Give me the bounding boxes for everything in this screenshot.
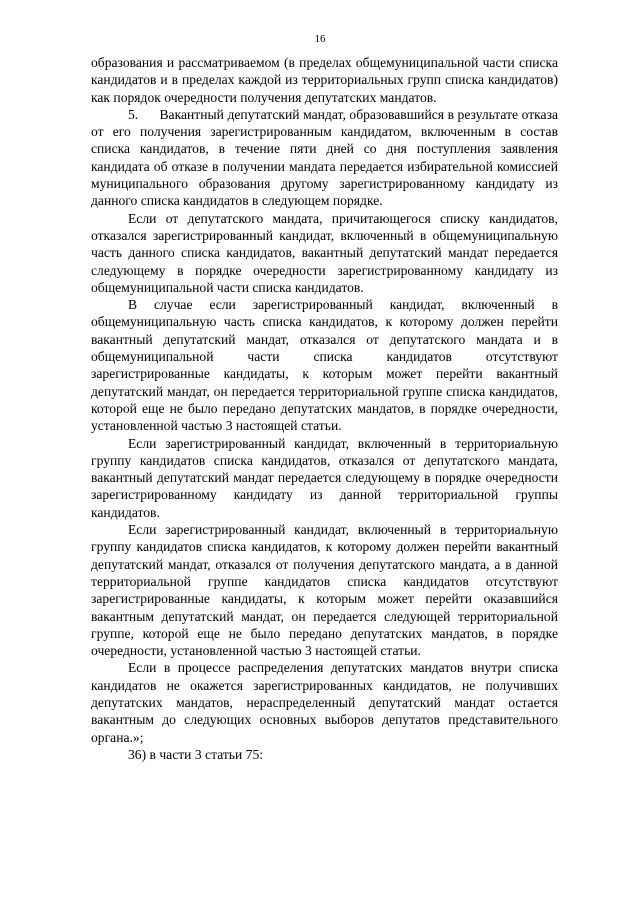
page-number: 16 (314, 33, 326, 45)
paragraph: Если зарегистрированный кандидат, включенный в территориальную группу кандидатов списка кандидатов, к которому должен перейти вакантный депутатский мандат, отказался от получения депутатского мандата, а в данной территориальной группе кандидатов списка кандидатов отсутствуют зарегистрированные кандидаты, к которым может перейти оказавшийся вакантным депутатский мандат, он передается следующей территориальной группе, которой еще не было передано депутатских мандатов, в порядке очередности, установленной частью 3 настоящей статьи. (91, 522, 558, 659)
document-body (91, 54, 558, 763)
paragraph-continuation: образования и рассматриваемом (в пределах общемуниципальной части списка кандидатов и в пределах каждой из территориальных групп списка кандидатов) как порядок очередности получения депутатских мандатов. (91, 55, 558, 105)
paragraph: Если зарегистрированный кандидат, включенный в территориальную группу кандидатов списка кандидатов, отказался от депутатского мандата, вакантный депутатский мандат передается следующему в порядке очередности зарегистрированному кандидату из данной территориальной группы кандидатов. (91, 435, 558, 520)
paragraph: В случае если зарегистрированный кандидат, включенный в общемуниципальную часть списка кандидатов, к которому должен перейти вакантный депутатский мандат, отказался от депутатского мандата и в общемуниципальной части списка кандидатов отсутствуют зарегистрированные кандидаты, к которым может перейти вакантный депутатский мандат, он передается территориальной группе списка кандидатов, которой еще не было передано депутатских мандатов, в порядке очередности, установленной частью 3 настоящей статьи. (91, 297, 558, 434)
paragraph: Если от депутатского мандата, причитающегося списку кандидатов, отказался зарегистрированный кандидат, включенный в общемуниципальную часть данного списка кандидатов, вакантный депутатский мандат передается следующему в порядке очередности зарегистрированному кандидату из общемуниципальной части списка кандидатов. (91, 210, 558, 295)
paragraph-item-5: 5. Вакантный депутатский мандат, образовавшийся в результате отказа от его получения зарегистрированным кандидатом, включенным в состав списка кандидатов, в течение пяти дней со дня поступления заявления кандидата об отказе в получении мандата передается избирательной комиссией муниципального образования другому зарегистрированному кандидату из данного списка кандидатов в следующем порядке. (91, 106, 558, 209)
paragraph-item-36: 36) в части 3 статьи 75: (128, 746, 264, 762)
paragraph: Если в процессе распределения депутатских мандатов внутри списка кандидатов не окажется зарегистрированных кандидатов, не получивших депутатских мандатов, нераспределенный депутатский мандат остается вакантным до следующих основных выборов депутатов представительного органа.»; (91, 660, 558, 745)
